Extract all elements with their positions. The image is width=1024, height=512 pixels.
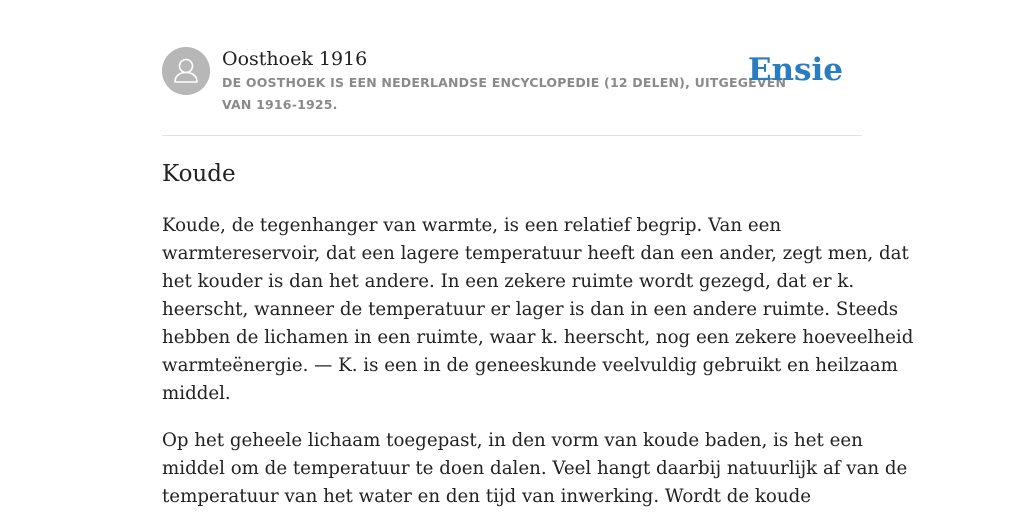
paragraph-line: hebben de lichamen in een ruimte, waar k. heerscht, nog een zekere hoeveelheid — [162, 327, 914, 348]
paragraph-line: temperatuur van het water en den tijd van inwerking. Wordt de koude — [162, 486, 811, 507]
paragraph-line: middel. — [162, 383, 231, 404]
user-icon — [162, 47, 210, 95]
paragraph-line: Koude, de tegenhanger van warmte, is een relatief begrip. Van een — [162, 215, 782, 236]
paragraph-line: middel om de temperatuur te doen dalen. Veel hangt daarbij natuurlijk af van de — [162, 458, 908, 479]
paragraph-line: heerscht, wanneer de temperatuur er lager is dan in een andere ruimte. Steeds — [162, 299, 899, 320]
article-body — [162, 212, 914, 512]
paragraph-line: Op het geheele lichaam toegepast, in den vorm van koude baden, is het een — [162, 430, 863, 451]
ensie-logo[interactable]: Ensie — [747, 52, 843, 88]
article-title: Koude — [162, 161, 236, 187]
article-paragraph — [162, 212, 914, 408]
source-description — [222, 72, 787, 116]
source-description-line: DE OOSTHOEK IS EEN NEDERLANDSE ENCYCLOPEDIE (12 DELEN), UITGEGEVEN — [222, 75, 787, 90]
source-description-line: VAN 1916-1925. — [222, 97, 338, 112]
article-paragraph — [162, 427, 908, 511]
header-divider — [162, 135, 862, 136]
paragraph-line: warmteënergie. — K. is een in de geneeskunde veelvuldig gebruikt en heilzaam — [162, 355, 898, 376]
source-header — [162, 47, 862, 135]
source-title[interactable]: Oosthoek 1916 — [222, 48, 368, 70]
paragraph-line: warmtereservoir, dat een lagere temperatuur heeft dan een ander, zegt men, dat — [162, 243, 909, 264]
avatar[interactable] — [162, 47, 210, 95]
paragraph-line: het kouder is dan het andere. In een zekere ruimte wordt gezegd, dat er k. — [162, 271, 855, 292]
